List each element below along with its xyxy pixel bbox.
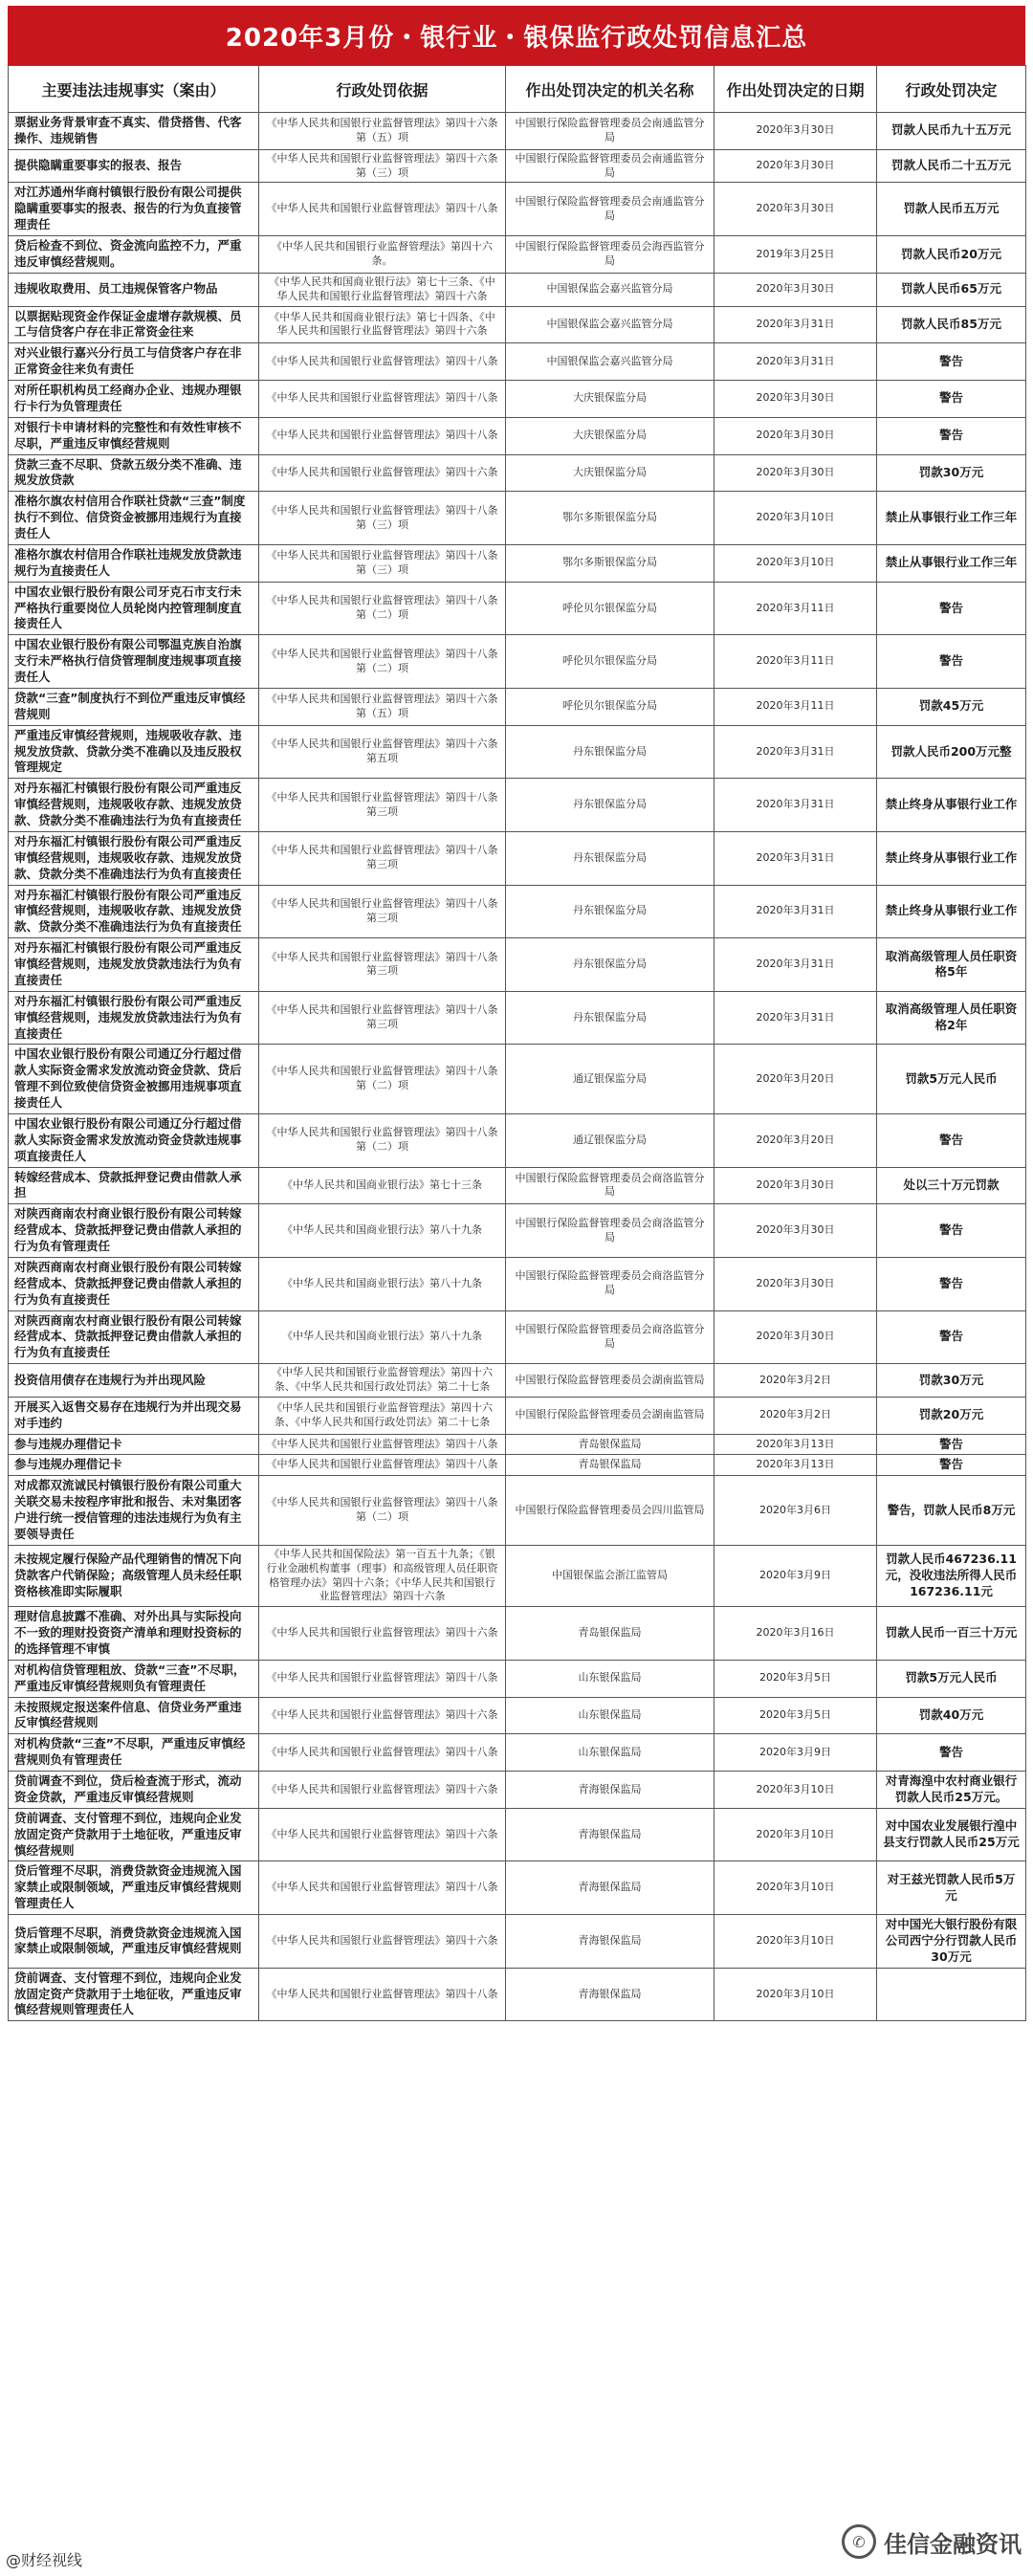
cell-decision: 警告 xyxy=(877,1204,1026,1258)
header-basis: 行政处罚依据 xyxy=(259,66,506,113)
cell-basis: 《中华人民共和国银行业监督管理法》第四十六条第（三）项 xyxy=(259,149,506,183)
cell-org: 通辽银保监分局 xyxy=(506,1045,714,1114)
header-date: 作出处罚决定的日期 xyxy=(714,66,877,113)
cell-date: 2020年3月30日 xyxy=(714,417,877,454)
penalty-table xyxy=(8,65,1026,2021)
cell-org: 呼伦贝尔银保监分局 xyxy=(506,635,714,689)
table-row xyxy=(9,343,1026,381)
table-row xyxy=(9,183,1026,236)
cell-basis: 《中华人民共和国银行业监督管理法》第四十八条第三项 xyxy=(259,831,506,885)
cell-basis: 《中华人民共和国银行业监督管理法》第四十八条第三项 xyxy=(259,938,506,992)
cell-org: 大庆银保监分局 xyxy=(506,417,714,454)
cell-matter: 违规收取费用、员工违规保管客户物品 xyxy=(9,273,259,306)
table-row xyxy=(9,1257,1026,1310)
cell-date: 2020年3月31日 xyxy=(714,779,877,832)
cell-decision: 罚款20万元 xyxy=(877,1397,1026,1434)
cell-matter: 理财信息披露不准确、对外出具与实际投向不一致的理财投资资产清单和理财投资标的的选择管理不审慎 xyxy=(9,1607,259,1661)
cell-date: 2020年3月10日 xyxy=(714,1772,877,1809)
cell-decision: 警告 xyxy=(877,1257,1026,1310)
cell-matter: 投资信用债存在违规行为并出现风险 xyxy=(9,1364,259,1398)
table-row xyxy=(9,1310,1026,1364)
table-row xyxy=(9,688,1026,725)
cell-org: 中国银行保险监督管理委员会商洛监管分局 xyxy=(506,1257,714,1310)
cell-matter: 中国农业银行股份有限公司通辽分行超过借款人实际资金需求发放流动资金贷款、贷后管理不到位致使信贷资金被挪用违规事项直接责任人 xyxy=(9,1045,259,1114)
cell-org: 丹东银保监分局 xyxy=(506,885,714,938)
cell-org: 青海银保监局 xyxy=(506,1808,714,1861)
cell-basis: 《中华人民共和国银行业监督管理法》第四十八条 xyxy=(259,1455,506,1476)
cell-decision: 罚款人民币200万元整 xyxy=(877,725,1026,779)
cell-org: 丹东银保监分局 xyxy=(506,991,714,1045)
cell-decision: 罚款30万元 xyxy=(877,454,1026,492)
cell-basis: 《中华人民共和国银行业监督管理法》第四十八条 xyxy=(259,1968,506,2021)
wechat-icon: ✆ xyxy=(842,2524,876,2559)
cell-matter: 对成都双流诚民村镇银行股份有限公司重大关联交易未按程序审批和报告、未对集团客户进行统一授信管理的违法违规行为负有主要领导责任 xyxy=(9,1476,259,1546)
cell-basis: 《中华人民共和国银行业监督管理法》第四十六条、《中华人民共和国行政处罚法》第二十七条 xyxy=(259,1364,506,1398)
cell-date: 2020年3月30日 xyxy=(714,149,877,183)
cell-decision: 罚款人民币二十五万元 xyxy=(877,149,1026,183)
cell-basis: 《中华人民共和国商业银行法》第八十九条 xyxy=(259,1257,506,1310)
cell-basis: 《中华人民共和国商业银行法》第七十四条、《中华人民共和国银行业监督管理法》第四十六条 xyxy=(259,306,506,343)
cell-org: 鄂尔多斯银保监分局 xyxy=(506,544,714,582)
cell-matter: 对所任职机构员工经商办企业、违规办理银行卡行为负管理责任 xyxy=(9,381,259,418)
watermark xyxy=(842,2524,1022,2559)
cell-basis: 《中华人民共和国银行业监督管理法》第四十八条第（三）项 xyxy=(259,492,506,545)
cell-org: 丹东银保监分局 xyxy=(506,831,714,885)
cell-org: 丹东银保监分局 xyxy=(506,938,714,992)
table-row xyxy=(9,1607,1026,1661)
cell-org: 中国银保监会浙江监管局 xyxy=(506,1545,714,1606)
cell-org: 呼伦贝尔银保监分局 xyxy=(506,582,714,635)
table-row xyxy=(9,1697,1026,1734)
cell-decision: 罚款人民币85万元 xyxy=(877,306,1026,343)
cell-org: 青海银保监局 xyxy=(506,1968,714,2021)
cell-matter: 对银行卡申请材料的完整性和有效性审核不尽职，严重违反审慎经营规则 xyxy=(9,417,259,454)
cell-date: 2020年3月10日 xyxy=(714,544,877,582)
cell-org: 丹东银保监分局 xyxy=(506,779,714,832)
table-row xyxy=(9,635,1026,689)
cell-basis: 《中华人民共和国商业银行法》第八十九条 xyxy=(259,1204,506,1258)
cell-basis: 《中华人民共和国银行业监督管理法》第四十八条第（三）项 xyxy=(259,544,506,582)
cell-date: 2020年3月11日 xyxy=(714,688,877,725)
table-row xyxy=(9,149,1026,183)
cell-matter: 未按照规定报送案件信息、信贷业务严重违反审慎经营规则 xyxy=(9,1697,259,1734)
cell-basis: 《中华人民共和国银行业监督管理法》第四十八条第三项 xyxy=(259,779,506,832)
table-row xyxy=(9,1660,1026,1697)
table-row xyxy=(9,725,1026,779)
cell-matter: 贷后检查不到位、资金流向监控不力，严重违反审慎经营规则。 xyxy=(9,236,259,274)
cell-org: 山东银保监局 xyxy=(506,1660,714,1697)
cell-matter: 中国农业银行股份有限公司牙克石市支行未严格执行重要岗位人员轮岗内控管理制度直接责任人 xyxy=(9,582,259,635)
cell-date: 2020年3月30日 xyxy=(714,1310,877,1364)
cell-matter: 严重违反审慎经营规则，违规吸收存款、违规发放贷款、贷款分类不准确以及违反股权管理规定 xyxy=(9,725,259,779)
table-row xyxy=(9,1968,1026,2021)
cell-decision: 对青海湟中农村商业银行罚款人民币25万元。 xyxy=(877,1772,1026,1809)
cell-date: 2020年3月13日 xyxy=(714,1434,877,1455)
cell-basis: 《中华人民共和国银行业监督管理法》第四十八条 xyxy=(259,1434,506,1455)
cell-matter: 贷前调查不到位，贷后检查流于形式，流动资金贷款，严重违反审慎经营规则 xyxy=(9,1772,259,1809)
cell-decision xyxy=(877,1968,1026,2021)
cell-basis: 《中华人民共和国银行业监督管理法》第四十六条 xyxy=(259,1808,506,1861)
cell-basis: 《中华人民共和国银行业监督管理法》第四十六条第五项 xyxy=(259,725,506,779)
cell-matter: 对丹东福汇村镇银行股份有限公司严重违反审慎经营规则，违规吸收存款、违规发放贷款、贷款分类不准确违法行为负有直接责任 xyxy=(9,885,259,938)
cell-date: 2020年3月30日 xyxy=(714,381,877,418)
cell-date: 2020年3月5日 xyxy=(714,1660,877,1697)
cell-decision: 禁止从事银行业工作三年 xyxy=(877,492,1026,545)
cell-date: 2020年3月2日 xyxy=(714,1364,877,1398)
table-row xyxy=(9,1364,1026,1398)
cell-matter: 以票据贴现资金作保证金虚增存款规模、员工与信贷客户存在非正常资金往来 xyxy=(9,306,259,343)
cell-matter: 对丹东福汇村镇银行股份有限公司严重违反审慎经营规则，违规吸收存款、违规发放贷款、贷款分类不准确违法行为负有直接责任 xyxy=(9,779,259,832)
table-row xyxy=(9,885,1026,938)
cell-org: 中国银行保险监督管理委员会南通监管分局 xyxy=(506,183,714,236)
cell-date: 2020年3月30日 xyxy=(714,454,877,492)
cell-basis: 《中华人民共和国商业银行法》第七十三条 xyxy=(259,1167,506,1204)
cell-date: 2020年3月10日 xyxy=(714,1968,877,2021)
table-row xyxy=(9,1772,1026,1809)
cell-decision: 对中国光大银行股份有限公司西宁分行罚款人民币30万元 xyxy=(877,1915,1026,1969)
cell-date: 2020年3月30日 xyxy=(714,1167,877,1204)
cell-matter: 对丹东福汇村镇银行股份有限公司严重违反审慎经营规则，违规发放贷款违法行为负有直接责任 xyxy=(9,991,259,1045)
cell-date: 2020年3月31日 xyxy=(714,938,877,992)
cell-decision: 罚款5万元人民币 xyxy=(877,1045,1026,1114)
cell-basis: 《中华人民共和国银行业监督管理法》第四十六条第（五）项 xyxy=(259,688,506,725)
cell-basis: 《中华人民共和国银行业监督管理法》第四十六条 xyxy=(259,1607,506,1661)
table-row xyxy=(9,1545,1026,1606)
cell-matter: 中国农业银行股份有限公司鄂温克族自治旗支行未严格执行信贷管理制度违规事项直接责任人 xyxy=(9,635,259,689)
cell-date: 2020年3月31日 xyxy=(714,991,877,1045)
table-row xyxy=(9,1808,1026,1861)
cell-org: 中国银行保险监督管理委员会南通监管分局 xyxy=(506,149,714,183)
cell-org: 中国银行保险监督管理委员会商洛监管分局 xyxy=(506,1310,714,1364)
cell-decision: 警告 xyxy=(877,1734,1026,1772)
cell-decision: 禁止从事银行业工作三年 xyxy=(877,544,1026,582)
cell-org: 中国银保监会嘉兴监管分局 xyxy=(506,343,714,381)
cell-decision: 警告，罚款人民币8万元 xyxy=(877,1476,1026,1546)
cell-basis: 《中华人民共和国银行业监督管理法》第四十八条第（二）项 xyxy=(259,635,506,689)
cell-decision: 禁止终身从事银行业工作 xyxy=(877,885,1026,938)
cell-matter: 贷款三查不尽职、贷款五级分类不准确、违规发放贷款 xyxy=(9,454,259,492)
table-row xyxy=(9,381,1026,418)
table-row xyxy=(9,236,1026,274)
cell-decision: 罚款5万元人民币 xyxy=(877,1660,1026,1697)
cell-basis: 《中华人民共和国银行业监督管理法》第四十八条第（二）项 xyxy=(259,1113,506,1167)
cell-decision: 警告 xyxy=(877,381,1026,418)
header-matter: 主要违法违规事实（案由） xyxy=(9,66,259,113)
cell-matter: 对江苏通州华商村镇银行股份有限公司提供隐瞒重要事实的报表、报告的行为负直接管理责任 xyxy=(9,183,259,236)
cell-basis: 《中华人民共和国商业银行法》第七十三条、《中华人民共和国银行业监督管理法》第四十六条 xyxy=(259,273,506,306)
cell-date: 2020年3月30日 xyxy=(714,113,877,150)
cell-decision: 罚款45万元 xyxy=(877,688,1026,725)
cell-date: 2020年3月11日 xyxy=(714,582,877,635)
cell-decision: 警告 xyxy=(877,1434,1026,1455)
cell-basis: 《中华人民共和国银行业监督管理法》第四十八条 xyxy=(259,1734,506,1772)
table-row xyxy=(9,1167,1026,1204)
cell-basis: 《中华人民共和国银行业监督管理法》第四十六条、《中华人民共和国行政处罚法》第二十七条 xyxy=(259,1397,506,1434)
cell-decision: 禁止终身从事银行业工作 xyxy=(877,831,1026,885)
cell-basis: 《中华人民共和国银行业监督管理法》第四十八条第（二）项 xyxy=(259,582,506,635)
cell-matter: 中国农业银行股份有限公司通辽分行超过借款人实际资金需求发放流动资金贷款违规事项直接责任人 xyxy=(9,1113,259,1167)
cell-matter: 准格尔旗农村信用合作联社违规发放贷款违规行为直接责任人 xyxy=(9,544,259,582)
cell-org: 丹东银保监分局 xyxy=(506,725,714,779)
cell-org: 中国银行保险监督管理委员会海西监管分局 xyxy=(506,236,714,274)
table-row xyxy=(9,1915,1026,1969)
cell-decision: 警告 xyxy=(877,1455,1026,1476)
cell-date: 2020年3月10日 xyxy=(714,1808,877,1861)
cell-org: 中国银行保险监督管理委员会四川监管局 xyxy=(506,1476,714,1546)
cell-decision: 警告 xyxy=(877,417,1026,454)
cell-org: 中国银行保险监督管理委员会南通监管分局 xyxy=(506,113,714,150)
cell-org: 中国银行保险监督管理委员会湖南监管局 xyxy=(506,1364,714,1398)
cell-decision: 取消高级管理人员任职资格2年 xyxy=(877,991,1026,1045)
cell-matter: 提供隐瞒重要事实的报表、报告 xyxy=(9,149,259,183)
cell-org: 鄂尔多斯银保监分局 xyxy=(506,492,714,545)
cell-org: 大庆银保监分局 xyxy=(506,381,714,418)
table-row xyxy=(9,938,1026,992)
cell-date: 2020年3月30日 xyxy=(714,1257,877,1310)
cell-org: 山东银保监局 xyxy=(506,1697,714,1734)
table-row xyxy=(9,492,1026,545)
cell-date: 2020年3月31日 xyxy=(714,343,877,381)
table-row xyxy=(9,1434,1026,1455)
cell-org: 中国银行保险监督管理委员会湖南监管局 xyxy=(506,1397,714,1434)
cell-org: 青海银保监局 xyxy=(506,1772,714,1809)
table-row xyxy=(9,1045,1026,1114)
cell-date: 2020年3月30日 xyxy=(714,1204,877,1258)
cell-decision: 警告 xyxy=(877,582,1026,635)
cell-date: 2020年3月5日 xyxy=(714,1697,877,1734)
cell-date: 2020年3月30日 xyxy=(714,273,877,306)
cell-decision: 禁止终身从事银行业工作 xyxy=(877,779,1026,832)
watermark-text: 佳信金融资讯 xyxy=(884,2530,1022,2558)
cell-org: 山东银保监局 xyxy=(506,1734,714,1772)
table-row xyxy=(9,417,1026,454)
cell-basis: 《中华人民共和国银行业监督管理法》第四十八条第（二）项 xyxy=(259,1045,506,1114)
cell-date: 2020年3月13日 xyxy=(714,1455,877,1476)
cell-basis: 《中华人民共和国保险法》第一百五十九条；《银行业金融机构董事（理事）和高级管理人员任职资格管理办法》第四十六条；《中华人民共和国银行业监督管理法》第四十六条 xyxy=(259,1545,506,1606)
cell-matter: 转嫁经营成本、贷款抵押登记费由借款人承担 xyxy=(9,1167,259,1204)
cell-matter: 对机构贷款“三查”不尽职，严重违反审慎经营规则负有管理责任 xyxy=(9,1734,259,1772)
table-row xyxy=(9,1476,1026,1546)
cell-org: 青海银保监局 xyxy=(506,1915,714,1969)
table-row xyxy=(9,306,1026,343)
cell-basis: 《中华人民共和国银行业监督管理法》第四十六条 xyxy=(259,1772,506,1809)
cell-decision: 处以三十万元罚款 xyxy=(877,1167,1026,1204)
cell-decision: 警告 xyxy=(877,343,1026,381)
cell-matter: 贷后管理不尽职，消费贷款资金违规流入国家禁止或限制领域，严重违反审慎经营规则 xyxy=(9,1915,259,1969)
cell-basis: 《中华人民共和国银行业监督管理法》第四十六条 xyxy=(259,454,506,492)
cell-org: 青岛银保监局 xyxy=(506,1455,714,1476)
cell-basis: 《中华人民共和国银行业监督管理法》第四十六条 xyxy=(259,1915,506,1969)
table-row xyxy=(9,991,1026,1045)
cell-date: 2020年3月11日 xyxy=(714,635,877,689)
table-row xyxy=(9,1204,1026,1258)
cell-matter: 票据业务背景审查不真实、借贷搭售、代客操作、违规销售 xyxy=(9,113,259,150)
cell-date: 2020年3月2日 xyxy=(714,1397,877,1434)
cell-date: 2020年3月20日 xyxy=(714,1113,877,1167)
table-row xyxy=(9,273,1026,306)
cell-basis: 《中华人民共和国银行业监督管理法》第四十八条 xyxy=(259,381,506,418)
cell-decision: 罚款人民币一百三十万元 xyxy=(877,1607,1026,1661)
cell-matter: 准格尔旗农村信用合作联社贷款“三查”制度执行不到位、信贷资金被挪用违规行为直接责任人 xyxy=(9,492,259,545)
cell-matter: 贷前调查、支付管理不到位，违规向企业发放固定资产贷款用于土地征收，严重违反审慎经营规则 xyxy=(9,1808,259,1861)
cell-org: 中国银保监会嘉兴监管分局 xyxy=(506,273,714,306)
table-row xyxy=(9,1455,1026,1476)
cell-date: 2020年3月10日 xyxy=(714,1861,877,1915)
cell-decision: 罚款人民币20万元 xyxy=(877,236,1026,274)
table-header-row xyxy=(9,66,1026,113)
cell-matter: 开展买入返售交易存在违规行为并出现交易对手违约 xyxy=(9,1397,259,1434)
cell-decision: 警告 xyxy=(877,1310,1026,1364)
cell-decision: 警告 xyxy=(877,1113,1026,1167)
cell-decision: 罚款30万元 xyxy=(877,1364,1026,1398)
cell-decision: 取消高级管理人员任职资格5年 xyxy=(877,938,1026,992)
cell-matter: 对陕西商南农村商业银行股份有限公司转嫁经营成本、贷款抵押登记费由借款人承担的行为负有直接责任 xyxy=(9,1257,259,1310)
corner-mark: @财经视线 xyxy=(6,2551,83,2569)
table-row xyxy=(9,1861,1026,1915)
cell-basis: 《中华人民共和国银行业监督管理法》第四十六条 xyxy=(259,1697,506,1734)
cell-matter: 对机构信贷管理粗放、贷款“三查”不尽职，严重违反审慎经营规则负有管理责任 xyxy=(9,1660,259,1697)
cell-date: 2020年3月31日 xyxy=(714,725,877,779)
cell-date: 2020年3月6日 xyxy=(714,1476,877,1546)
cell-org: 青岛银保监局 xyxy=(506,1607,714,1661)
table-row xyxy=(9,454,1026,492)
cell-matter: 对兴业银行嘉兴分行员工与信贷客户存在非正常资金往来负有责任 xyxy=(9,343,259,381)
cell-matter: 对陕西商南农村商业银行股份有限公司转嫁经营成本、贷款抵押登记费由借款人承担的行为负有管理责任 xyxy=(9,1204,259,1258)
cell-decision: 警告 xyxy=(877,635,1026,689)
cell-matter: 参与违规办理借记卡 xyxy=(9,1434,259,1455)
cell-date: 2020年3月9日 xyxy=(714,1734,877,1772)
cell-date: 2020年3月31日 xyxy=(714,306,877,343)
cell-basis: 《中华人民共和国银行业监督管理法》第四十八条第三项 xyxy=(259,885,506,938)
cell-decision: 罚款人民币467236.11元，没收违法所得人民币167236.11元 xyxy=(877,1545,1026,1606)
cell-basis: 《中华人民共和国银行业监督管理法》第四十八条 xyxy=(259,343,506,381)
cell-matter: 参与违规办理借记卡 xyxy=(9,1455,259,1476)
cell-date: 2020年3月16日 xyxy=(714,1607,877,1661)
cell-org: 中国银行保险监督管理委员会商洛监管分局 xyxy=(506,1167,714,1204)
cell-decision: 罚款人民币九十五万元 xyxy=(877,113,1026,150)
page-title: 2020年3月份・银行业・银保监行政处罚信息汇总 xyxy=(8,6,1025,65)
cell-org: 中国银保监会嘉兴监管分局 xyxy=(506,306,714,343)
header-org: 作出处罚决定的机关名称 xyxy=(506,66,714,113)
table-row xyxy=(9,1734,1026,1772)
cell-matter: 贷前调查、支付管理不到位，违规向企业发放固定资产贷款用于土地征收，严重违反审慎经营规则管理责任人 xyxy=(9,1968,259,2021)
cell-basis: 《中华人民共和国银行业监督管理法》第四十八条第三项 xyxy=(259,991,506,1045)
cell-date: 2020年3月31日 xyxy=(714,885,877,938)
cell-matter: 对陕西商南农村商业银行股份有限公司转嫁经营成本、贷款抵押登记费由借款人承担的行为负有直接责任 xyxy=(9,1310,259,1364)
cell-org: 通辽银保监分局 xyxy=(506,1113,714,1167)
table-row xyxy=(9,1397,1026,1434)
table-row xyxy=(9,1113,1026,1167)
header-decision: 行政处罚决定 xyxy=(877,66,1026,113)
table-row xyxy=(9,113,1026,150)
table-row xyxy=(9,779,1026,832)
cell-basis: 《中华人民共和国银行业监督管理法》第四十八条第（二）项 xyxy=(259,1476,506,1546)
cell-matter: 贷后管理不尽职，消费贷款资金违规流入国家禁止或限制领域，严重违反审慎经营规则管理责任人 xyxy=(9,1861,259,1915)
cell-decision: 罚款40万元 xyxy=(877,1697,1026,1734)
cell-matter: 对丹东福汇村镇银行股份有限公司严重违反审慎经营规则，违规发放贷款违法行为负有直接责任 xyxy=(9,938,259,992)
cell-org: 大庆银保监分局 xyxy=(506,454,714,492)
cell-org: 青海银保监局 xyxy=(506,1861,714,1915)
cell-basis: 《中华人民共和国银行业监督管理法》第四十六条第（五）项 xyxy=(259,113,506,150)
cell-date: 2020年3月30日 xyxy=(714,183,877,236)
cell-date: 2020年3月20日 xyxy=(714,1045,877,1114)
cell-date: 2020年3月9日 xyxy=(714,1545,877,1606)
cell-date: 2020年3月31日 xyxy=(714,831,877,885)
cell-org: 青岛银保监局 xyxy=(506,1434,714,1455)
cell-basis: 《中华人民共和国银行业监督管理法》第四十六条。 xyxy=(259,236,506,274)
cell-decision: 对中国农业发展银行湟中县支行罚款人民币25万元 xyxy=(877,1808,1026,1861)
cell-decision: 对王兹光罚款人民币5万元 xyxy=(877,1861,1026,1915)
table-row xyxy=(9,831,1026,885)
cell-matter: 未按规定履行保险产品代理销售的情况下向贷款客户代销保险；高级管理人员未经任职资格核准即实际履职 xyxy=(9,1545,259,1606)
cell-date: 2020年3月10日 xyxy=(714,1915,877,1969)
cell-org: 中国银行保险监督管理委员会商洛监管分局 xyxy=(506,1204,714,1258)
table-row xyxy=(9,544,1026,582)
cell-basis: 《中华人民共和国银行业监督管理法》第四十八条 xyxy=(259,1660,506,1697)
cell-date: 2019年3月25日 xyxy=(714,236,877,274)
cell-decision: 罚款人民币五万元 xyxy=(877,183,1026,236)
cell-basis: 《中华人民共和国商业银行法》第八十九条 xyxy=(259,1310,506,1364)
cell-basis: 《中华人民共和国银行业监督管理法》第四十八条 xyxy=(259,1861,506,1915)
cell-date: 2020年3月10日 xyxy=(714,492,877,545)
cell-matter: 对丹东福汇村镇银行股份有限公司严重违反审慎经营规则，违规吸收存款、违规发放贷款、贷款分类不准确违法行为负有直接责任 xyxy=(9,831,259,885)
cell-basis: 《中华人民共和国银行业监督管理法》第四十八条 xyxy=(259,417,506,454)
cell-decision: 罚款人民币65万元 xyxy=(877,273,1026,306)
cell-basis: 《中华人民共和国银行业监督管理法》第四十八条 xyxy=(259,183,506,236)
cell-org: 呼伦贝尔银保监分局 xyxy=(506,688,714,725)
page xyxy=(8,6,1025,2021)
table-row xyxy=(9,582,1026,635)
cell-matter: 贷款“三查”制度执行不到位严重违反审慎经营规则 xyxy=(9,688,259,725)
